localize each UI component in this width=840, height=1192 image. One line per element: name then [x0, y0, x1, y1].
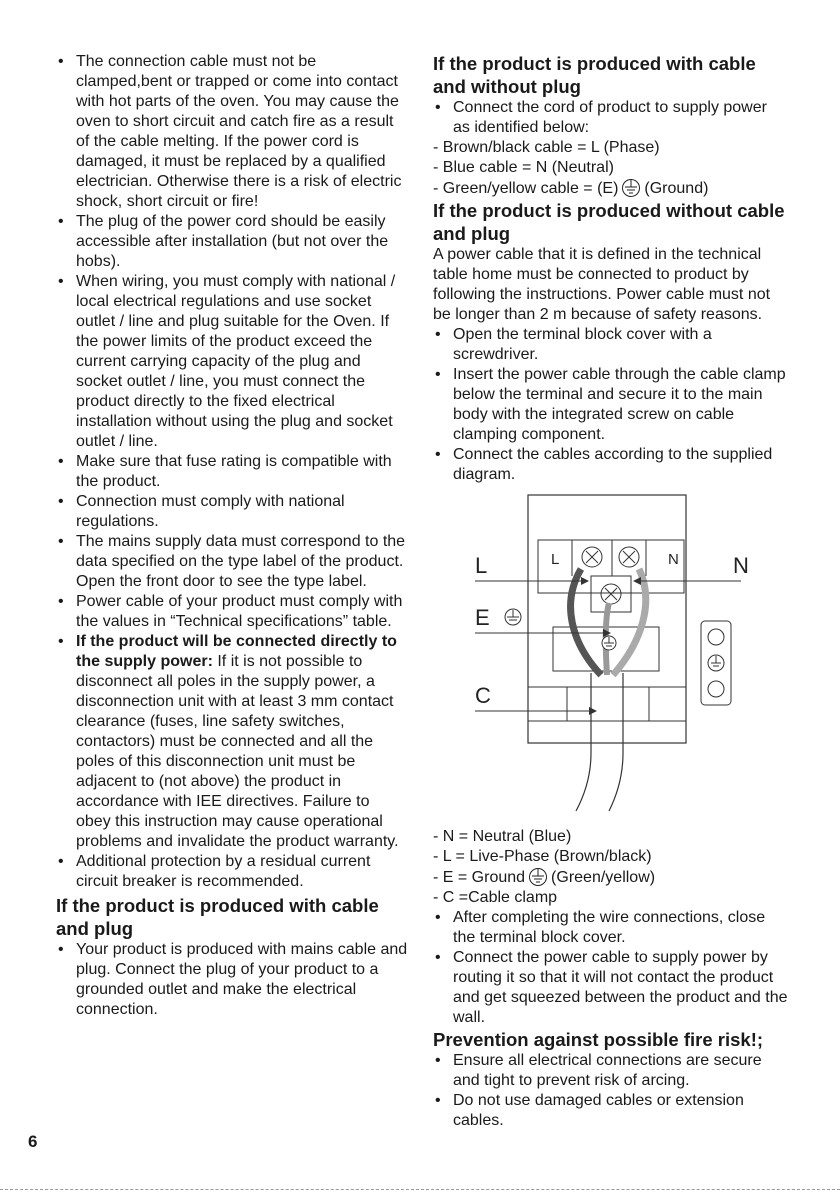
line-blue-cable: - Blue cable = N (Neutral)	[433, 159, 614, 176]
right-column	[433, 52, 788, 1131]
bullet-close-cover: • After completing the wire connections, close the terminal block cover.	[435, 909, 766, 946]
page-number: 6	[28, 1132, 38, 1151]
bullet-mains-supply: • The mains supply data must correspond to the data specified on the type label of the product. Open the front door to see the type label.	[58, 533, 406, 590]
heading-without-cable-plug: If the product is produced without cable and plug	[433, 200, 785, 244]
bullet-mains-cable-plug: • Your product is produced with mains cable and plug. Connect the plug of your product to a grounded outlet and make the electrical connection.	[58, 941, 408, 1018]
cable-clamp	[528, 687, 686, 721]
bottom-divider	[0, 1189, 840, 1190]
bullet-power-cable-spec: • Power cable of your product must comply with the values in “Technical specifications” table.	[58, 593, 403, 630]
ground-symbol-icon	[621, 178, 641, 198]
paragraph-power-cable: A power cable that it is defined in the technical table home must be connected to product by following the instructions. Power cable must not be longer than 2 m because of safety reasons.	[433, 246, 771, 323]
line-green-cable: - Green/yellow cable = (E) (Ground)	[433, 180, 709, 197]
heading-cable-without-plug: If the product is produced with cable and without plug	[433, 53, 756, 97]
bullet-national-regulations: • Connection must comply with national regulations.	[58, 493, 345, 530]
diagram-label-N-inner: N	[668, 551, 679, 568]
terminal-wiring-diagram	[441, 493, 781, 823]
diagram-label-L-inner: L	[551, 551, 560, 568]
power-cable	[576, 673, 591, 811]
terminal-block	[538, 540, 684, 593]
legend-clamp: - C =Cable clamp	[433, 889, 558, 906]
diagram-ground-icon	[505, 609, 521, 625]
bullet-direct-connection: • If the product will be connected directly to the supply power: If it is not possible to disconnect all poles in the supply power, a disconnection unit with at least 3 mm contact clearance (fuses, line safety switches, contactors) must be connected and all the poles of this disconnection unit must be adjacent to (not above) the product in accordance with IEE directives. Failure to obey this instruction may cause operational problems and invalidate the product warranty.	[58, 633, 399, 850]
bullet-fuse-rating: • Make sure that fuse rating is compatible with the product.	[58, 453, 392, 490]
diagram-label-C: C	[475, 683, 491, 708]
bullet-rcd: • Additional protection by a residual current circuit breaker is recommended.	[58, 853, 371, 890]
bullet-open-cover: • Open the terminal block cover with a screwdriver.	[435, 326, 712, 363]
heading-fire-risk: Prevention against possible fire risk!;	[433, 1029, 764, 1050]
bullet-plug-access: • The plug of the power cord should be easily accessible after installation (but not over the hobs).	[58, 213, 389, 270]
diagram-label-N: N	[733, 553, 749, 578]
legend-live: - L = Live-Phase (Brown/black)	[433, 848, 652, 865]
bullet-connect-cord: • Connect the cord of product to supply power as identified below:	[435, 99, 767, 136]
screw-N-icon	[619, 547, 639, 567]
bullet-connect-diagram: • Connect the cables according to the supplied diagram.	[435, 446, 773, 483]
diagram-label-L: L	[475, 553, 488, 578]
bullet-secure-connections: • Ensure all electrical connections are secure and tight to prevent risk of arcing.	[435, 1052, 762, 1089]
wire-brown	[571, 569, 601, 675]
bullet-wiring-regulations: • When wiring, you must comply with national / local electrical regulations and use socket outlet / line and plug suitable for the Oven. If the power limits of the product exceed the current carrying capacity of the plug and socket outlet / line, you must connect the product directly to the fixed electrical installation without using the plug and socket outlet / line.	[58, 273, 396, 450]
heading-cable-and-plug: If the product is produced with cable and plug	[56, 895, 379, 939]
legend-neutral: - N = Neutral (Blue)	[433, 828, 572, 845]
left-column	[56, 52, 408, 1020]
direct-connection-bold: If the product will be connected directly to the supply power:	[76, 633, 397, 670]
bullet-cable-clamp: • The connection cable must not be clamped,bent or trapped or come into contact with hot parts of the oven. You may cause the oven to short circuit and catch fire as a result of the cable melting. If the power cord is damaged, it must be replaced by a qualified electrician. Otherwise there is a risk of electric shock, short circuit or fire!	[58, 53, 402, 210]
ground-symbol-icon	[528, 867, 548, 887]
bullet-route-cable: • Connect the power cable to supply power by routing it so that it will not contact the product and get squeezed between the product and the wall.	[435, 949, 788, 1026]
screw-E-icon	[601, 584, 621, 604]
diagram-label-E: E	[475, 605, 490, 630]
screw-L-icon	[582, 547, 602, 567]
legend-ground: - E = Ground (Green/yellow)	[433, 869, 656, 886]
bullet-insert-cable: • Insert the power cable through the cable clamp below the terminal and secure it to the main body with the integrated screw on cable clamping component.	[435, 366, 786, 443]
bullet-damaged-cables: • Do not use damaged cables or extension cables.	[435, 1092, 744, 1129]
line-brown-cable: - Brown/black cable = L (Phase)	[433, 139, 660, 156]
